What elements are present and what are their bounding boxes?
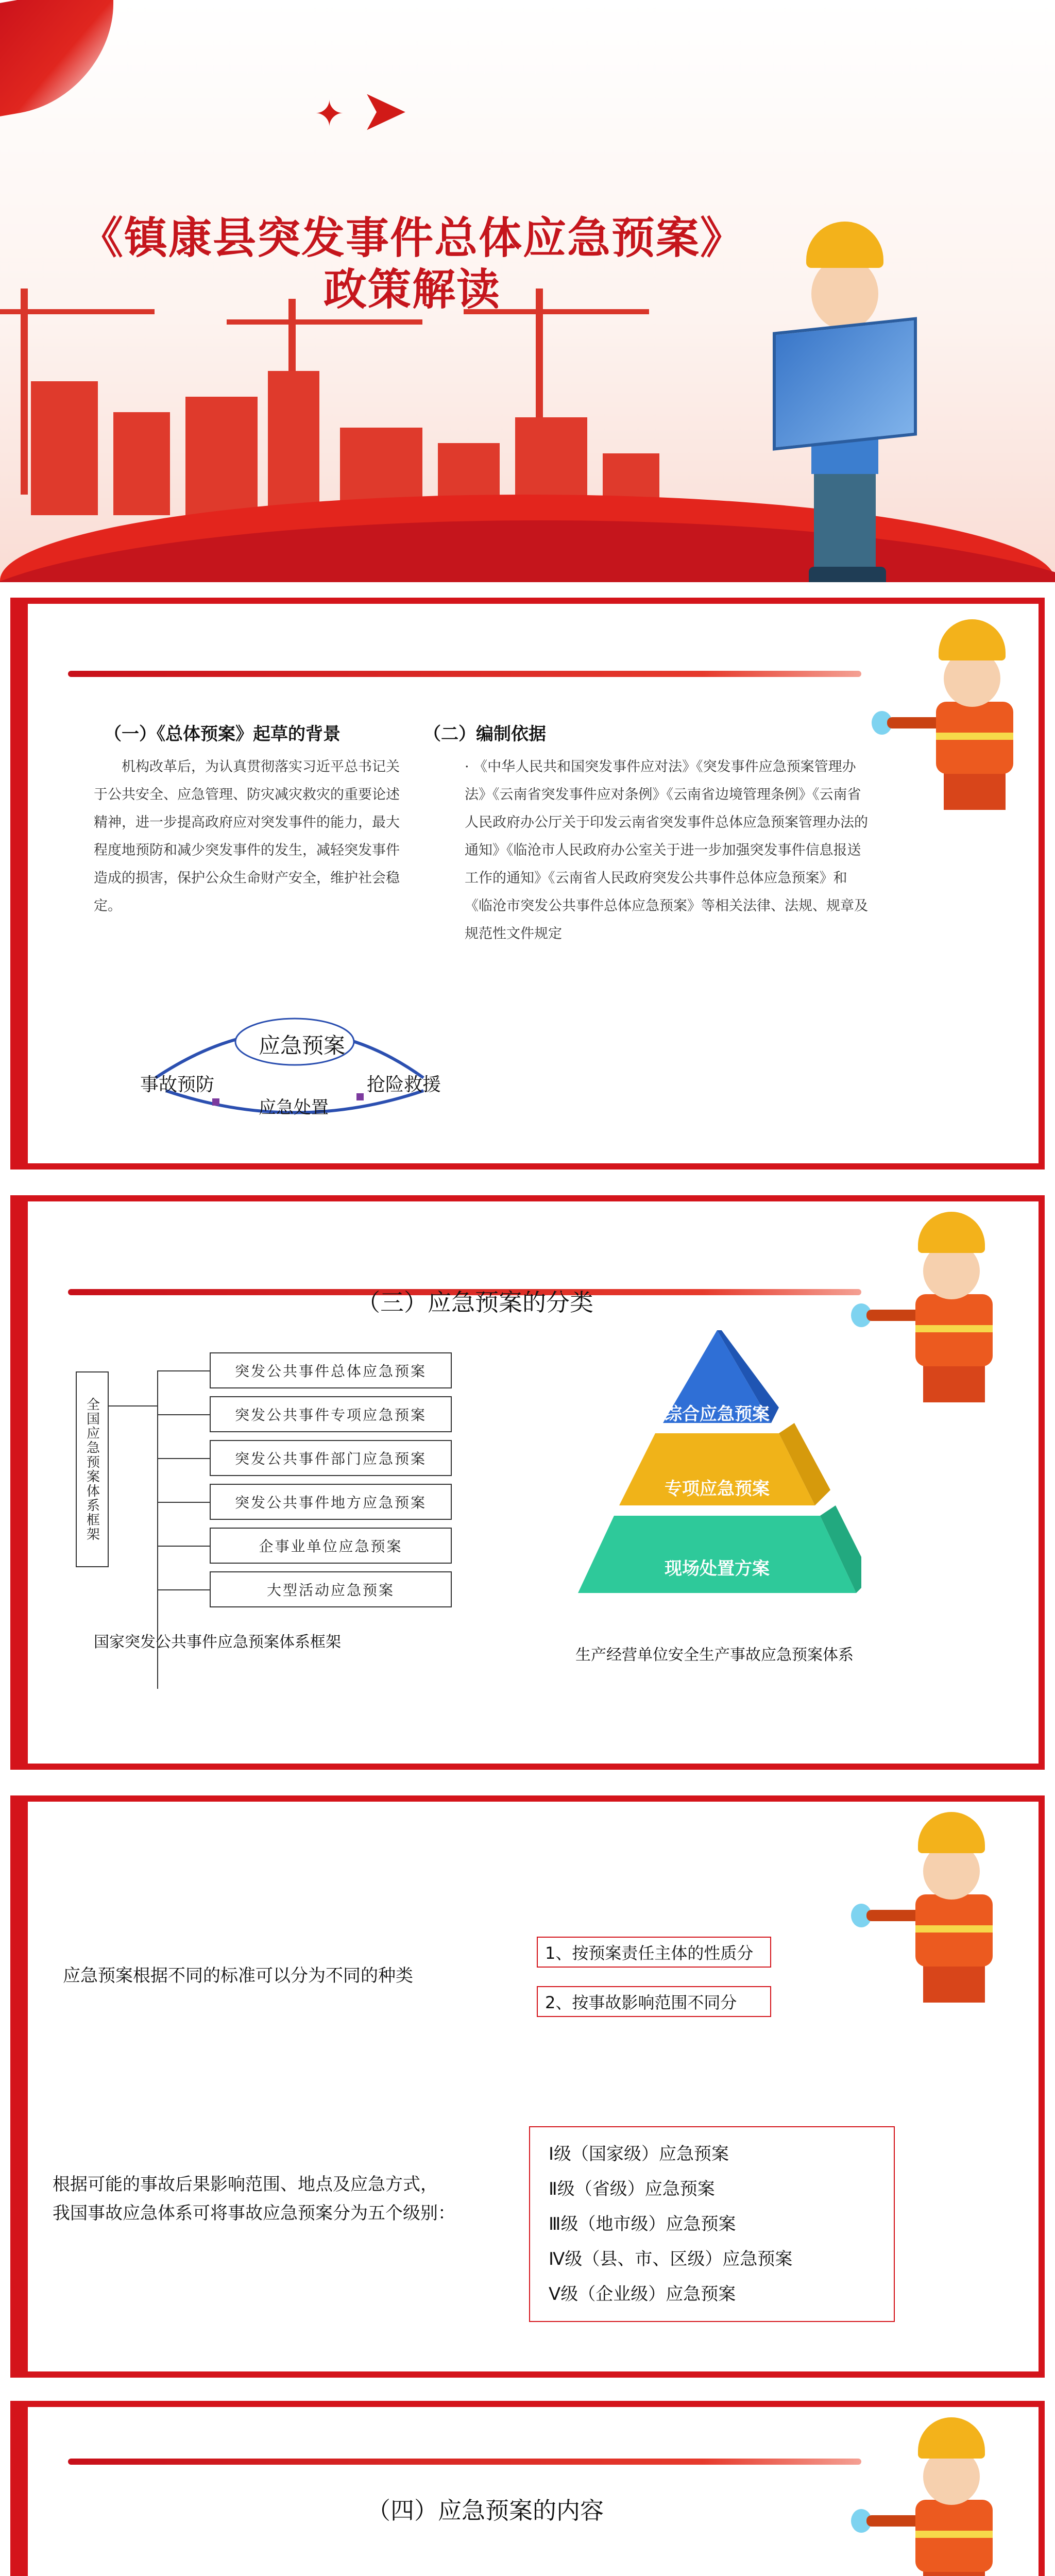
dove-icon: ➤ bbox=[361, 77, 409, 143]
plan-type-box: 突发公共事件总体应急预案 bbox=[210, 1352, 452, 1388]
framework-caption: 国家突发公共事件应急预案体系框架 bbox=[94, 1633, 341, 1651]
red-flag-decoration bbox=[0, 0, 113, 120]
crane-mast bbox=[21, 289, 28, 495]
slide-content bbox=[10, 2401, 1045, 2576]
basis-paragraph: · 《中华人民共和国突发事件应对法》《突发事件应急预案管理办法》《云南省突发事件应对条例》《云南省边境管理条例》《云南省人民政府办公厅关于印发云南省突发事件总体应急预案管理办法的通知》《临沧市人民政府办公室关于进一步加强突发事件信息报送工作的通知》《云南省人民政府突发公共事件总体应急预案》和《临沧市突发公共事件总体应急预案》等相关法律、法规、规章及规范性文件规定 bbox=[465, 759, 868, 942]
levels-intro: 根据可能的事故后果影响范围、地点及应急方式， 我国事故应急体系可将事故应急预案分为五个级别： bbox=[53, 2174, 455, 2224]
background-paragraph: 机构改革后，为认真贯彻落实习近平总书记关于公共安全、应急管理、防灾减灾救灾的重要论述精神，进一步提高政府应对突发事件的能力，最大程度地预防和减少突发事件的发生，减轻突发事件造成的损害，保护公众生命财产安全，维护社会稳定。 bbox=[94, 759, 400, 914]
level-item: Ⅱ级（省级）应急预案 bbox=[549, 2179, 715, 2199]
accent-line bbox=[68, 2459, 861, 2465]
crane-arm bbox=[227, 319, 422, 325]
hero-banner bbox=[0, 0, 1055, 582]
categories-intro: 应急预案根据不同的标准可以分为不同的种类 bbox=[63, 1965, 413, 1986]
category-tag: 1、按预案责任主体的性质分 bbox=[537, 1937, 771, 1968]
level-item: Ⅳ级（县、市、区级）应急预案 bbox=[549, 2249, 793, 2269]
firefighter-illustration bbox=[887, 619, 1042, 815]
pyramid-caption: 生产经营单位安全生产事故应急预案体系 bbox=[575, 1646, 854, 1664]
level-item: Ⅰ级（国家级）应急预案 bbox=[549, 2144, 729, 2164]
slide-background-basis bbox=[10, 598, 1045, 1170]
pyramid-level-middle: 专项应急预案 bbox=[665, 1479, 770, 1499]
section-heading: （二）编制依据 bbox=[423, 724, 546, 744]
section-title: （四）应急预案的内容 bbox=[367, 2497, 604, 2524]
building-silhouette bbox=[113, 412, 170, 515]
firefighter-illustration bbox=[866, 1212, 1021, 1408]
firefighter-illustration bbox=[866, 1812, 1021, 2008]
section-title: （三）应急预案的分类 bbox=[356, 1289, 593, 1316]
pyramid-level-bottom: 现场处置方案 bbox=[665, 1558, 770, 1579]
accent-line bbox=[68, 671, 861, 677]
pyramid-level-top: 综合应急预案 bbox=[665, 1404, 770, 1425]
diagram-center-label: 应急预案 bbox=[259, 1033, 346, 1058]
category-tag: 2、按事故影响范围不同分 bbox=[537, 1986, 771, 2017]
plan-type-box: 突发公共事件部门应急预案 bbox=[210, 1440, 452, 1476]
levels-list bbox=[529, 2126, 895, 2322]
blueprint-map bbox=[773, 317, 917, 450]
main-title: 《镇康县突发事件总体应急预案》 bbox=[79, 213, 744, 263]
plan-type-box: 大型活动应急预案 bbox=[210, 1571, 452, 1607]
plan-type-box: 企事业单位应急预案 bbox=[210, 1528, 452, 1564]
framework-root-box: 全国应急预案体系框架 bbox=[76, 1371, 109, 1567]
building-silhouette bbox=[31, 381, 98, 515]
main-subtitle: 政策解读 bbox=[323, 264, 501, 315]
slide-classification bbox=[10, 1195, 1045, 1770]
diagram-bottom-label: 应急处置 bbox=[259, 1097, 329, 1118]
worker-illustration bbox=[762, 216, 927, 582]
plan-type-box: 突发公共事件地方应急预案 bbox=[210, 1484, 452, 1520]
firefighter-illustration bbox=[866, 2417, 1021, 2576]
plan-type-box: 突发公共事件专项应急预案 bbox=[210, 1396, 452, 1432]
level-item: Ⅴ级（企业级）应急预案 bbox=[549, 2284, 736, 2304]
building-silhouette bbox=[185, 397, 258, 515]
level-item: Ⅲ级（地市级）应急预案 bbox=[549, 2214, 736, 2234]
dove-icon: ✦ bbox=[314, 93, 345, 135]
building-silhouette bbox=[268, 371, 319, 515]
slide-categories bbox=[10, 1795, 1045, 2378]
diagram-left-label: 事故预防 bbox=[140, 1074, 215, 1095]
diagram-right-label: 抢险救援 bbox=[367, 1074, 441, 1095]
section-heading: （一）《总体预案》起草的背景 bbox=[104, 724, 341, 744]
